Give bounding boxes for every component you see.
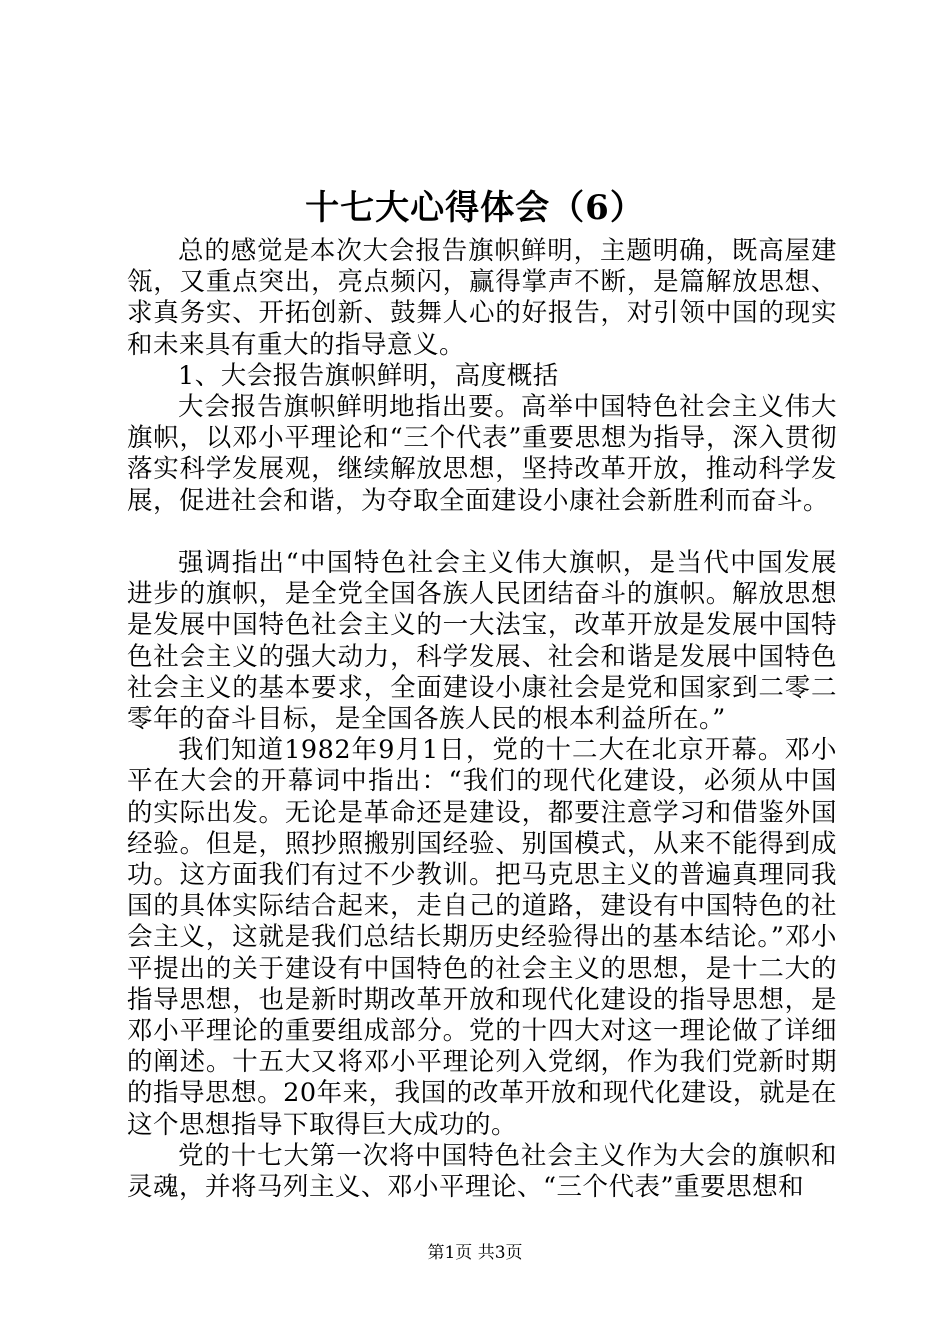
paragraph-banner: 大会报告旗帜鲜明地指出要。高举中国特色社会主义伟大旗帜，以邓小平理论和“三个代表”重要思想为指导，深入贯彻落实科学发展观，继续解放思想，坚持改革开放，推动科学发展，促进社会和谐，为夺取全面建设小康社会新胜利而奋斗。 [127, 392, 837, 516]
page-footer: 第1页 共3页 [427, 1243, 523, 1263]
paragraph-emphasis: 强调指出“中国特色社会主义伟大旗帜，是当代中国发展进步的旗帜，是全党全国各族人民团结奋斗的旗帜。解放思想是发展中国特色社会主义的一大法宝，改革开放是发展中国特色社会主义的强大动力，科学发展、社会和谐是发展中国特色社会主义的基本要求，全面建设小康社会是党和国家到二零二零年的奋斗目标，是全国各族人民的根本利益所在。” [127, 548, 837, 735]
section-heading-1: 1、大会报告旗帜鲜明，高度概括 [178, 360, 559, 391]
document-title: 十七大心得体会（6） [305, 188, 645, 228]
paragraph-seventeenth-congress: 党的十七大第一次将中国特色社会主义作为大会的旗帜和灵魂，并将马列主义、邓小平理论、“三个代表”重要思想和 [127, 1140, 837, 1203]
paragraph-intro: 总的感觉是本次大会报告旗帜鲜明，主题明确，既高屋建瓴，又重点突出，亮点频闪，赢得掌声不断，是篇解放思想、求真务实、开拓创新、鼓舞人心的好报告，对引领中国的现实和未来具有重大的指导意义。 [127, 236, 837, 360]
document-body [127, 236, 837, 1203]
paragraph-history: 我们知道1982年9月1日，党的十二大在北京开幕。邓小平在大会的开幕词中指出：“我们的现代化建设，必须从中国的实际出发。无论是革命还是建设，都要注意学习和借鉴外国经验。但是，照抄照搬别国经验、别国模式，从来不能得到成功。这方面我们有过不少教训。把马克思主义的普遍真理同我国的具体实际结合起来，走自己的道路，建设有中国特色的社会主义，这就是我们总结长期历史经验得出的基本结论。”邓小平提出的关于建设有中国特色的社会主义的思想，是十二大的指导思想，也是新时期改革开放和现代化建设的指导思想，是邓小平理论的重要组成部分。党的十四大对这一理论做了详细的阐述。十五大又将邓小平理论列入党纲，作为我们党新时期的指导思想。20年来，我国的改革开放和现代化建设，就是在这个思想指导下取得巨大成功的。 [127, 735, 837, 1140]
